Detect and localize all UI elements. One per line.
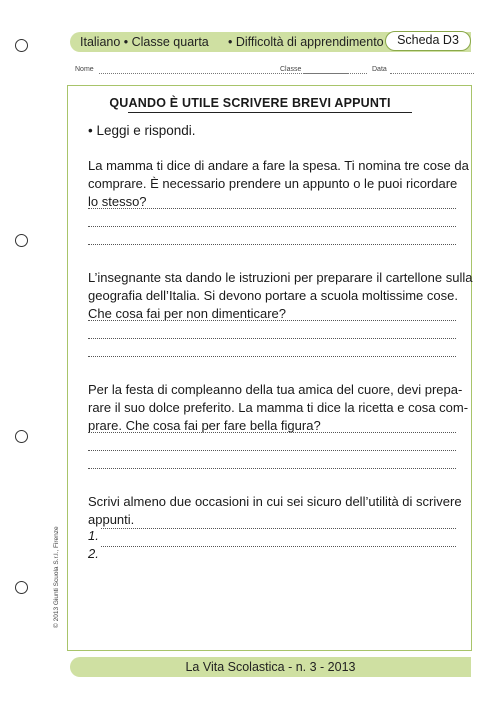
binder-hole-1	[15, 39, 28, 52]
publication-label: La Vita Scolastica - n. 3 - 2013	[185, 660, 356, 674]
class-label: Classe	[280, 66, 302, 73]
answer-line[interactable]	[88, 337, 456, 339]
question-1-line: La mamma ti dice di andare a fare la spesa. Ti nomina tre cose da	[88, 158, 469, 173]
question-2-line: L’insegnante sta dando le istruzioni per preparare il cartellone sulla	[88, 270, 473, 285]
binder-hole-2	[15, 234, 28, 247]
question-2-line: geografia dell’Italia. Si devono portare a scuola moltissime cose.	[88, 288, 458, 303]
answer-line[interactable]	[88, 319, 456, 321]
scheda-badge: Scheda D3	[385, 31, 471, 51]
date-field[interactable]	[390, 73, 474, 74]
question-1-line: lo stesso?	[88, 194, 147, 209]
answer-line[interactable]	[88, 225, 456, 227]
answer-line-2[interactable]	[101, 545, 456, 547]
answer-number-1: 1.	[88, 528, 99, 543]
title-underline	[128, 112, 412, 113]
topic-label: • Difficoltà di apprendimento	[228, 35, 384, 49]
name-label: Nome	[75, 66, 94, 73]
question-4-line: appunti.	[88, 512, 135, 527]
answer-line[interactable]	[88, 467, 456, 469]
date-label: Data	[372, 66, 387, 73]
question-1-line: comprare. È necessario prendere un appunto o le puoi ricordare	[88, 176, 458, 191]
copyright-notice: © 2013 Giunti Scuola S.r.l., Firenze	[53, 526, 60, 628]
instruction: • Leggi e rispondi.	[88, 123, 196, 138]
answer-line[interactable]	[88, 207, 456, 209]
binder-hole-4	[15, 581, 28, 594]
answer-line[interactable]	[88, 355, 456, 357]
question-4-line: Scrivi almeno due occasioni in cui sei sicuro dell’utilità di scrivere	[88, 494, 462, 509]
answer-line-1[interactable]	[101, 527, 456, 529]
answer-line[interactable]	[88, 431, 456, 433]
question-1	[88, 157, 469, 211]
question-3-line: rare il suo dolce preferito. La mamma ti dice la ricetta e cosa com-	[88, 400, 469, 415]
answer-number-2: 2.	[88, 546, 99, 561]
question-2-line: Che cosa fai per non dimenticare?	[88, 306, 287, 321]
question-2	[88, 269, 473, 323]
answer-line[interactable]	[88, 243, 456, 245]
question-3-line: Per la festa di compleanno della tua amica del cuore, devi prepa-	[88, 382, 463, 397]
worksheet-title: QUANDO È UTILE SCRIVERE BREVI APPUNTI	[109, 96, 391, 110]
subject-class-label: Italiano • Classe quarta	[80, 35, 209, 49]
question-3	[88, 381, 469, 435]
answer-line[interactable]	[88, 449, 456, 451]
question-4	[88, 493, 460, 529]
class-field[interactable]	[303, 73, 367, 74]
question-3-line: prare. Che cosa fai per fare bella figura?	[88, 418, 321, 433]
binder-hole-3	[15, 430, 28, 443]
student-info-line	[75, 66, 475, 78]
